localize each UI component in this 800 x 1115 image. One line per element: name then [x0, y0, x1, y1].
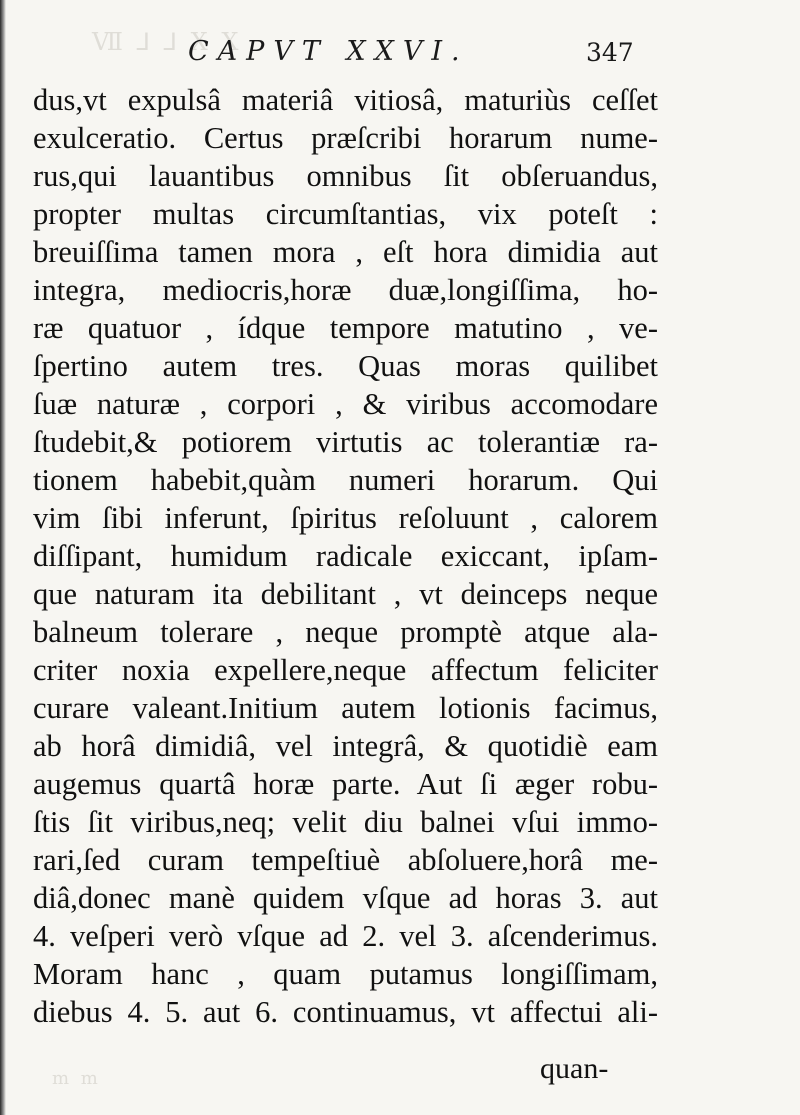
text-line: vim ſibi inferunt, ſpiritus reſoluunt , calorem [33, 501, 658, 535]
text-line: diſſipant, humidum radicale exiccant, ipſam- [33, 539, 658, 573]
text-line: ab horâ dimidiâ, vel integrâ, & quotidiè eam [33, 729, 658, 763]
text-line: ræ quatuor , ídque tempore matutino , ve- [33, 311, 658, 345]
text-line: ſuæ naturæ , corpori , & viribus accomodare [33, 387, 658, 421]
text-line: criter noxia expellere,neque affectum feliciter [33, 653, 658, 687]
text-line: integra, mediocris,horæ duæ,longiſſima, ho- [33, 273, 658, 307]
text-line: diâ,donec manè quidem vſque ad horas 3. aut [33, 881, 658, 915]
text-line: curare valeant.Initium autem lotionis facimus, [33, 691, 658, 725]
text-line: propter multas circumſtantias, vix poteſt : [33, 197, 658, 231]
text-line: ſtis ſit viribus,neq; velit diu balnei vſui immo- [33, 805, 658, 839]
text-line: 4. veſperi verò vſque ad 2. vel 3. aſcenderimus. [33, 919, 658, 953]
text-line: augemus quartâ horæ parte. Aut ſi æger robu- [33, 767, 658, 801]
text-line: balneum tolerare , neque promptè atque ala- [33, 615, 658, 649]
text-line: exulceratio. Certus præſcribi horarum nume- [33, 121, 658, 155]
text-line: diebus 4. 5. aut 6. continuamus, vt affectui ali- [33, 995, 658, 1029]
bleed-through-text-top: Ⅶ ⅃ ⅃ X X [92, 28, 242, 56]
body-text [33, 81, 658, 1031]
page-number: 347 [586, 38, 634, 67]
catchword: quan- [540, 1052, 609, 1085]
bleed-through-text-bottom: ⅿ ⅿ [52, 1068, 101, 1089]
text-line: Moram hanc , quam putamus longiſſimam, [33, 957, 658, 991]
text-line: rus,qui lauantibus omnibus ſit obſeruandus, [33, 159, 658, 193]
text-line: rari,ſed curam tempeſtiuè abſoluere,horâ me- [33, 843, 658, 877]
text-line: dus,vt expulsâ materiâ vitiosâ, maturiùs ceſſet [33, 83, 658, 117]
text-line: ſtudebit,& potiorem virtutis ac tolerantiæ ra- [33, 425, 658, 459]
text-line: que naturam ita debilitant , vt deinceps neque [33, 577, 658, 611]
page-header [0, 30, 800, 80]
text-line: tionem habebit,quàm numeri horarum. Qui [33, 463, 658, 497]
text-line: breuiſſima tamen mora , eſt hora dimidia aut [33, 235, 658, 269]
running-title: CAPVT XXVI. [188, 36, 469, 67]
text-line: ſpertino autem tres. Quas moras quilibet [33, 349, 658, 383]
